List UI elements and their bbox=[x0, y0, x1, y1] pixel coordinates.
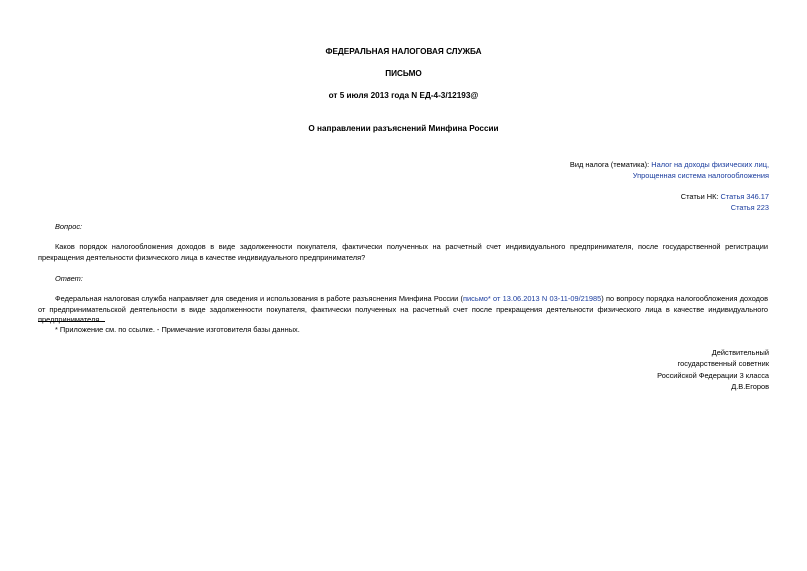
signature-line: государственный советник bbox=[677, 359, 769, 369]
answer-text bbox=[38, 294, 768, 326]
footnote-divider bbox=[38, 321, 105, 322]
article-link-346-17[interactable]: Статья 346.17 bbox=[720, 192, 769, 201]
tax-type-label: Вид налога (тематика): bbox=[569, 160, 650, 169]
question-text: Каков порядок налогообложения доходов в виде задолженности покупателя, фактически полученных на расчетный счет индивидуального предпринимателя, после государственной регистрации прекращения деятельности физического лица в качестве индивидуального предпринимателя? bbox=[38, 242, 768, 262]
question-label: Вопрос: bbox=[55, 222, 83, 231]
footnote-text: * Приложение см. по ссылке. - Примечание изготовителя базы данных. bbox=[55, 325, 300, 334]
document-subject: О направлении разъяснений Минфина России bbox=[308, 124, 499, 133]
agency-title: ФЕДЕРАЛЬНАЯ НАЛОГОВАЯ СЛУЖБА bbox=[325, 47, 482, 56]
answer-label: Ответ: bbox=[55, 274, 83, 283]
signature-line: Действительный bbox=[711, 348, 769, 357]
signature-name: Д.В.Егоров bbox=[731, 382, 769, 392]
document-type: ПИСЬМО bbox=[385, 69, 422, 78]
answer-text-after: ) по вопросу порядка налогообложения доходов от предпринимательской деятельности в виде задолженности покупателя, фактически полученных на расчетный счет после прекращения деятельности физического лица в качестве индивидуального предпринимателя. bbox=[38, 294, 768, 325]
signature-block bbox=[657, 347, 769, 393]
tax-type-block bbox=[570, 160, 769, 181]
signature-line: Российской Федерации 3 класса bbox=[657, 370, 769, 380]
tax-type-link-ndfl[interactable]: Налог на доходы физических лиц, bbox=[651, 160, 769, 169]
tax-articles-label: Статьи НК: bbox=[680, 192, 719, 201]
tax-type-link-usn[interactable]: Упрощенная система налогообложения bbox=[632, 170, 769, 180]
tax-articles-block bbox=[681, 192, 769, 213]
article-link-223[interactable]: Статья 223 bbox=[730, 202, 769, 212]
answer-text-before: Федеральная налоговая служба направляет для сведения и использования в работе разъяснения Минфина России ( bbox=[55, 294, 464, 303]
document-date-number: от 5 июля 2013 года N ЕД-4-3/12193@ bbox=[328, 91, 479, 100]
minfin-letter-link[interactable]: письмо* от 13.06.2013 N 03-11-09/21985 bbox=[463, 294, 602, 303]
